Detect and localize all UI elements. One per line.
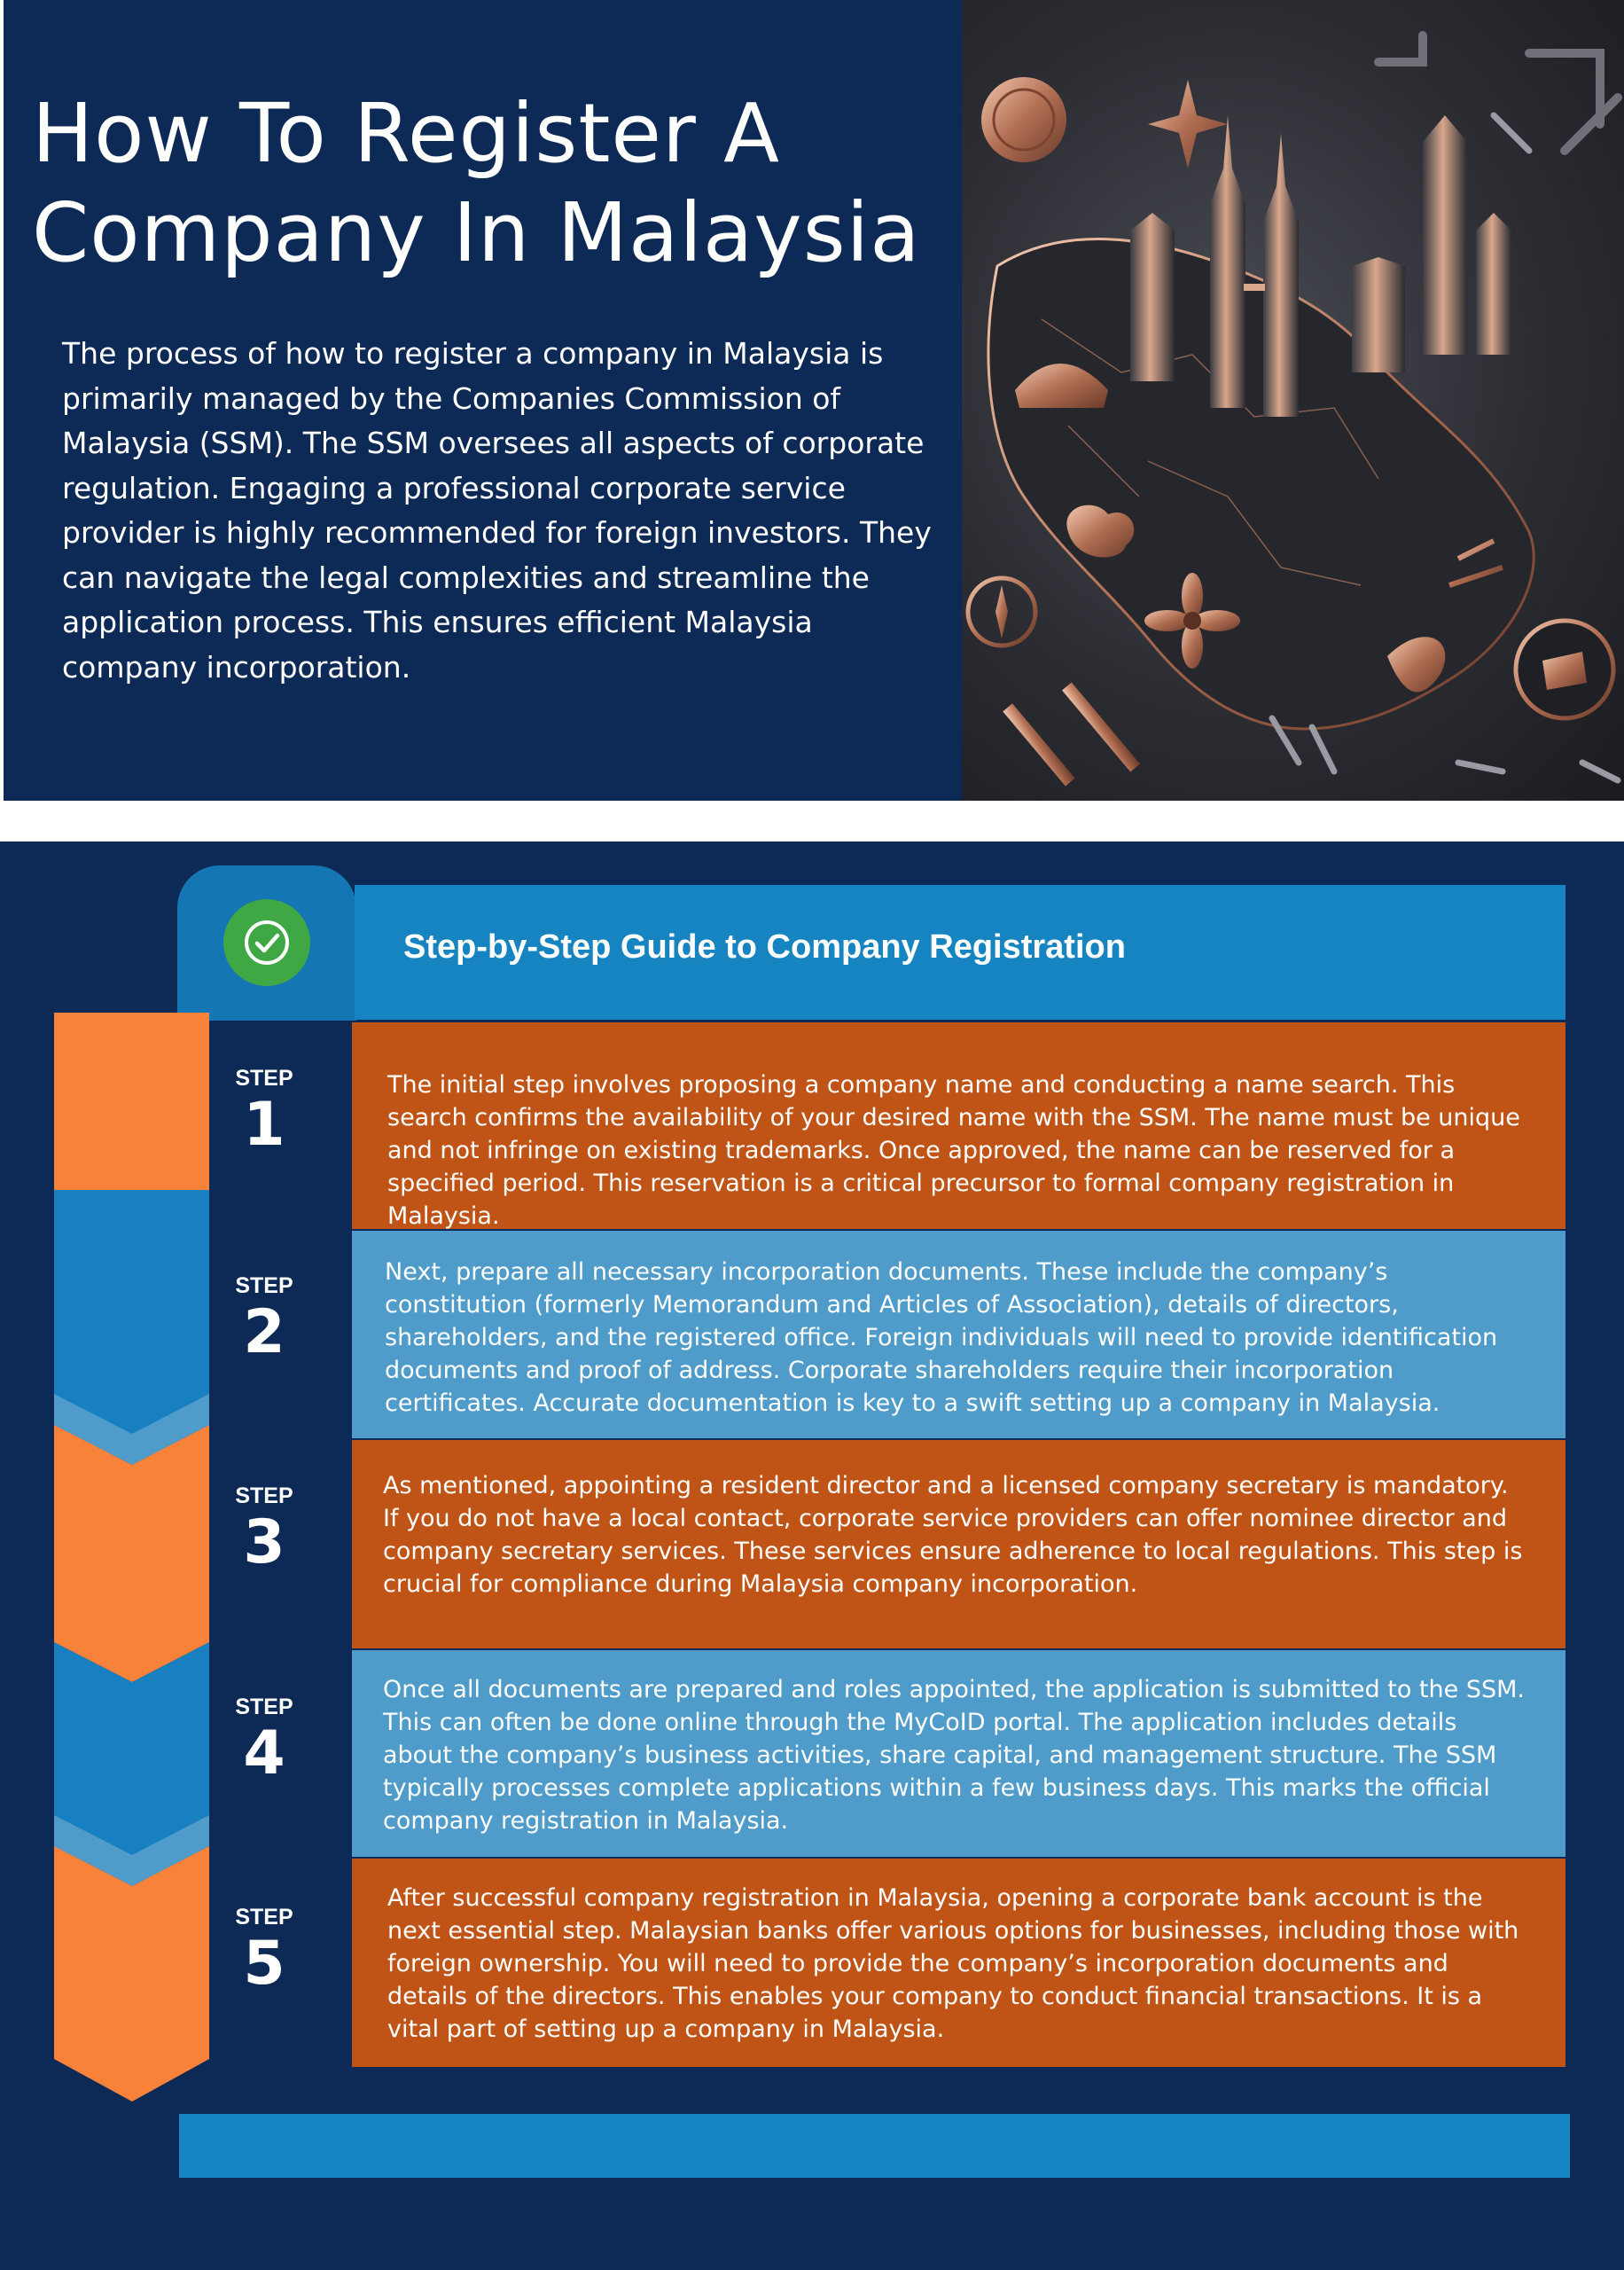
step-word: STEP [235, 1483, 293, 1508]
step-4-text: Once all documents are prepared and roles appointed, the application is submitted to the SSM. This can often be done online through the MyCoID portal. The application includes details about the company’s business activities, share capital, and management structure. The SSM typically processes complete applications within a few business days. This marks the official company registration in Malaysia. [383, 1676, 1525, 1835]
step-3-text: As mentioned, appointing a resident director and a licensed company secretary is mandatory. If you do not have a local contact, corporate service providers can offer nominee director and company secretary services. These services ensure adherence to local regulations. This step is crucial for compliance during Malaysia company incorporation. [383, 1472, 1523, 1598]
step-word: STEP [235, 1066, 293, 1091]
step-number: 5 [243, 1929, 285, 1999]
step-number: 1 [243, 1090, 285, 1160]
guide-title: Step-by-Step Guide to Company Registration [403, 928, 1126, 966]
step-1-label [209, 1065, 319, 1160]
step-1-arrow [54, 1013, 209, 1190]
step-5-label [209, 1904, 319, 1999]
title-line-2: Company In Malaysia [32, 185, 921, 280]
hero-section [0, 0, 1624, 801]
step-2-panel [352, 1231, 1565, 1438]
step-5-text: After successful company registration in Malaysia, opening a corporate bank account is the next essential step. Malaysian banks offer various options for businesses, including those with foreign ownership. You will need to provide the company’s incorporation documents and details of the directors. This enables your company to conduct financial transactions. It is a vital part of setting up a company in Malaysia. [387, 1884, 1519, 2043]
step-2-text: Next, prepare all necessary incorporation documents. These include the company’s constitution (formerly Memorandum and Articles of Association), details of directors, shareholders, and the registered office. Foreign individuals will need to provide identification documents and proof of address. Corporate shareholders require their incorporation certificates. Accurate documentation is key to a swift setting up a company in Malaysia. [385, 1258, 1498, 1417]
step-4-label [209, 1694, 319, 1789]
step-4-panel [352, 1650, 1565, 1857]
step-word: STEP [235, 1905, 293, 1930]
guide-footer-bar [179, 2114, 1570, 2178]
title-line-1: How To Register A [32, 86, 781, 181]
intro-paragraph: The process of how to register a company in Malaysia is primarily managed by the Companies Commission of Malaysia (SSM). The SSM oversees all aspects of corporate regulation. Engaging a professional corporate service provider is highly recommended for foreign investors. They can navigate the legal complexities and streamline the application process. This ensures efficient Malaysia company incorporation. [62, 336, 932, 685]
step-1-panel [352, 1022, 1565, 1229]
malaysia-skyline-map-illustration [962, 0, 1624, 801]
step-3-label [209, 1483, 319, 1575]
step-1-text: The initial step involves proposing a company name and conducting a name search. This search confirms the availability of your desired name with the SSM. The name must be unique and not infringe on existing trademarks. Once approved, the name can be reserved for a specified period. This reservation is a critical precursor to formal company registration in Malaysia. [387, 1071, 1520, 1230]
step-word: STEP [235, 1273, 293, 1298]
illustration-art [962, 0, 1624, 801]
step-number: 4 [243, 1718, 285, 1789]
step-3-panel [352, 1440, 1565, 1648]
hero-text-panel [4, 0, 962, 801]
page-title [32, 84, 954, 283]
step-number: 3 [243, 1507, 285, 1577]
step-5-panel [352, 1859, 1565, 2067]
step-number: 2 [243, 1297, 285, 1367]
step-arrows [54, 1013, 210, 2103]
check-circle-icon [223, 899, 310, 986]
step-word: STEP [235, 1695, 293, 1719]
petronas-tower-right [1263, 133, 1299, 417]
guide-section [0, 841, 1624, 2270]
petronas-tower-left [1210, 115, 1245, 408]
step-2-label [209, 1272, 319, 1365]
